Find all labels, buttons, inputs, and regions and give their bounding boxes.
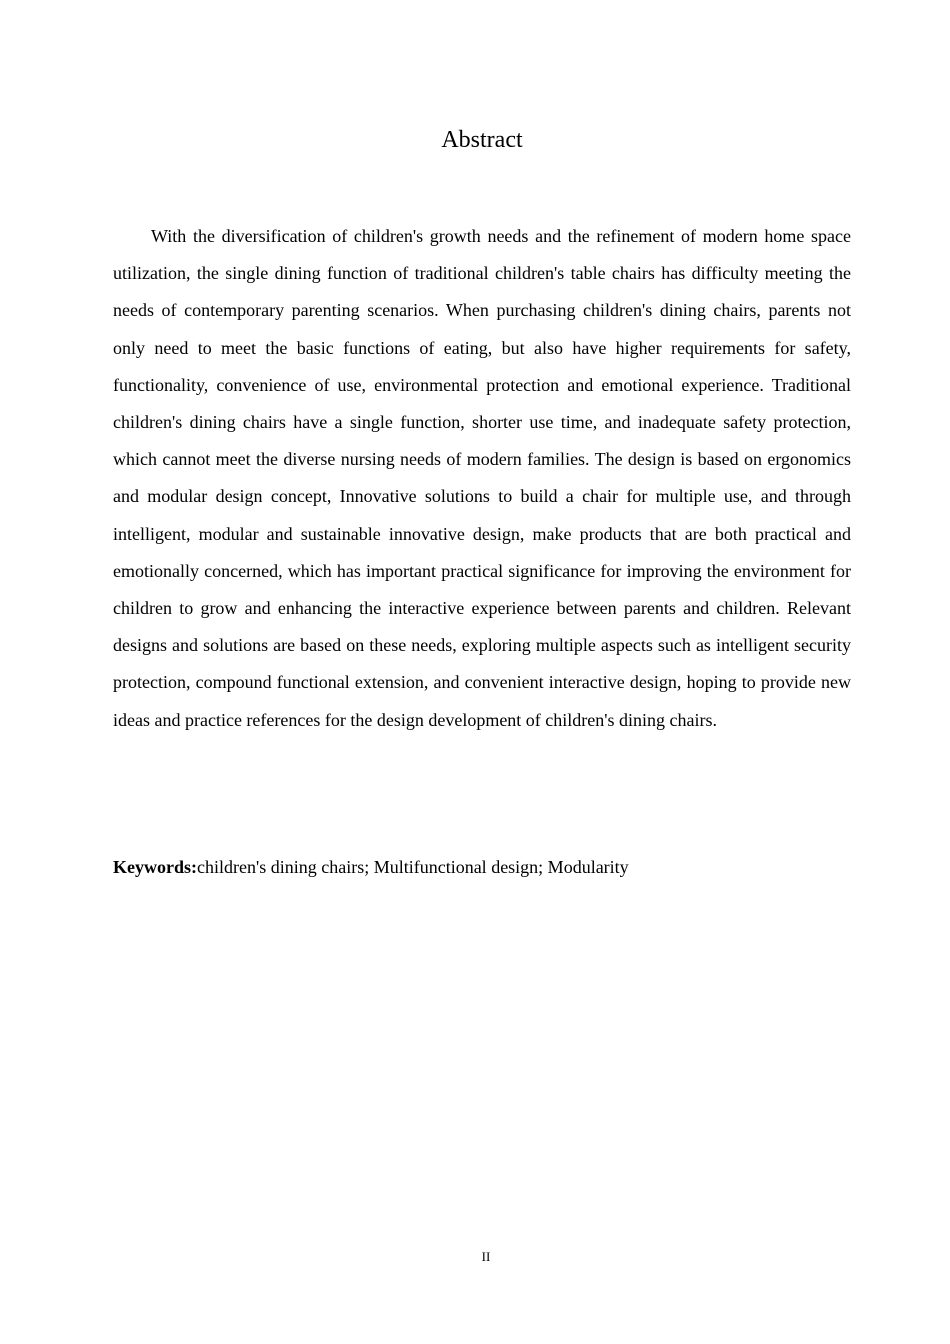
keywords-line	[113, 852, 851, 882]
abstract-paragraph: With the diversification of children's growth needs and the refinement of modern home space utilization, the single dining function of traditional children's table chairs has difficulty meeting the needs of contemporary parenting scenarios. When purchasing children's dining chairs, parents not only need to meet the basic functions of eating, but also have higher requirements for safety, functionality, convenience of use, environmental protection and emotional experience. Traditional children's dining chairs have a single function, shorter use time, and inadequate safety protection, which cannot meet the diverse nursing needs of modern families. The design is based on ergonomics and modular design concept, Innovative solutions to build a chair for multiple use, and through intelligent, modular and sustainable innovative design, make products that are both practical and emotionally concerned, which has important practical significance for improving the environment for children to grow and enhancing the interactive experience between parents and children. Relevant designs and solutions are based on these needs, exploring multiple aspects such as intelligent security protection, compound functional extension, and convenient interactive design, hoping to provide new ideas and practice references for the design development of children's dining chairs.	[113, 226, 851, 730]
keywords-label: Keywords:	[113, 857, 197, 877]
abstract-title: Abstract	[441, 127, 523, 153]
keywords-value: children's dining chairs; Multifunctional design; Modularity	[197, 857, 629, 877]
page-number: II	[481, 1249, 491, 1264]
